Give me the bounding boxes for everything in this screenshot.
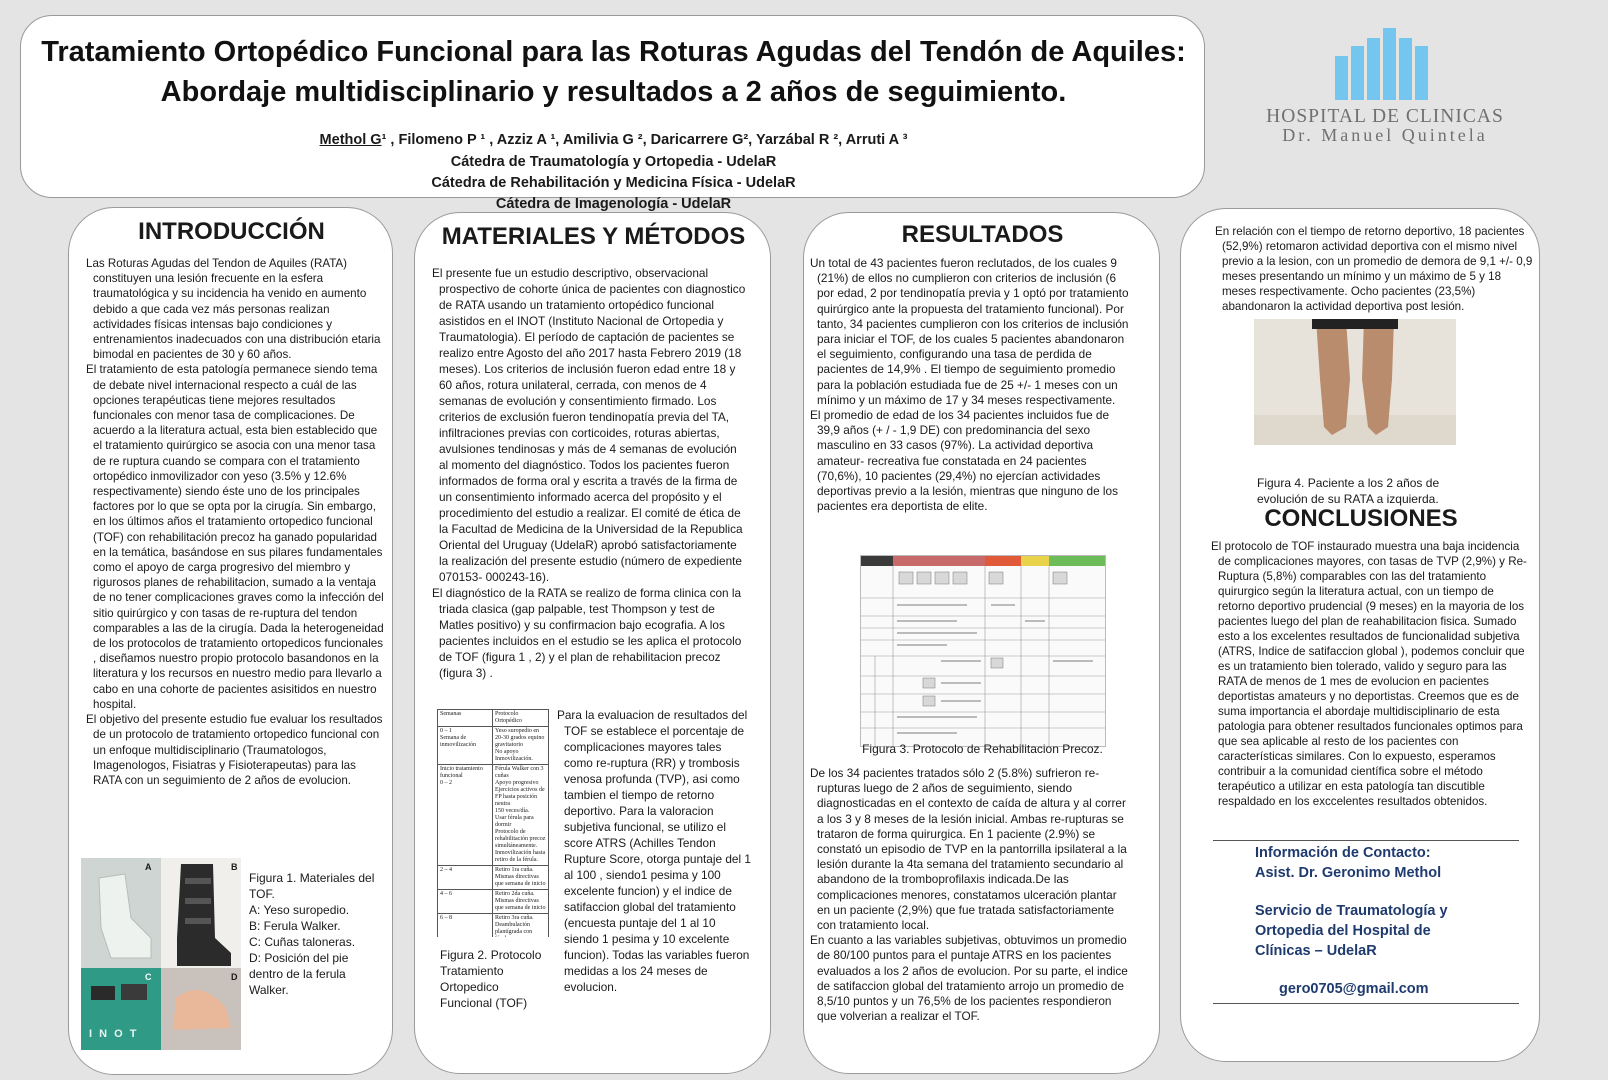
protocol-description-cell: Retiro 3ra cuña. Deambulación plantígrada con — [493, 914, 549, 938]
methods-heading: MATERIALES Y MÉTODOS — [441, 223, 746, 250]
conclusions-text — [1211, 539, 1531, 809]
methods-text — [432, 265, 747, 681]
figure-1-label-a: A — [145, 862, 152, 872]
logo-bars-icon — [1335, 28, 1431, 100]
figure-4-patient-photo — [1254, 319, 1456, 445]
introduction-text — [86, 256, 384, 788]
figure-3-rehabilitation-table — [860, 555, 1106, 747]
introduction-panel — [68, 207, 393, 1075]
protocol-row — [438, 890, 549, 914]
inot-logo-text: I N O T — [89, 1028, 139, 1040]
figure-4-caption: Figura 4. Paciente a los 2 años de evolución de su RATA a izquierda. — [1257, 476, 1440, 506]
contact-divider-top — [1213, 840, 1519, 841]
protocol-row — [438, 727, 549, 765]
protocol-weeks-cell: 2 – 4 — [438, 866, 493, 890]
protocol-weeks-cell: Inicio tratamiento funcional 0 – 2 — [438, 765, 493, 866]
affiliation-3: Cátedra de Imagenología - UdelaR — [495, 196, 732, 212]
service-line-1: Servicio de Traumatología y — [1255, 903, 1448, 919]
protocol-header-protocol: Protocolo Ortopédico — [493, 710, 549, 727]
logo-text-hospital: HOSPITAL DE CLINICAS — [1266, 106, 1504, 127]
figure-1-image — [81, 858, 241, 1050]
evaluation-text — [557, 707, 753, 995]
intro-paragraph-3: El objetivo del presente estudio fue evaluar los resultados de un protocolo de tratamiento ortopedico funcional con un enfoque multidisciplinario (Traumatologos, Imagenologos, Fisiatras y Fisioterapeutas) para las RATA con un seguimiento de 2 años de evolucion. — [86, 713, 383, 787]
methods-panel — [414, 212, 771, 1074]
sport-return-paragraph: En relación con el tiempo de retorno deportivo, 18 pacientes (52,9%) retomaron actividad deportiva con el mismo nivel previo a la lesion, con un promedio de demora de 9,1 +/- 0,9 meses presentando un mínimo y un máximo de 5 y 18 meses respectivamente. Ocho pacientes (23,5%) abandonaron la actividad deportiva post lesión. — [1215, 225, 1533, 313]
protocol-header-weeks: Semanas — [438, 710, 493, 727]
hospital-logo — [1240, 28, 1530, 148]
results-text-bottom — [810, 766, 1132, 1024]
protocol-weeks-cell: 6 – 8 — [438, 914, 493, 938]
figure-1-caption-c: C: Cuñas taloneras. — [249, 935, 356, 949]
contact-email[interactable]: gero0705@gmail.com — [1279, 981, 1429, 997]
results-paragraph-3: De los 34 pacientes tratados sólo 2 (5.8%) sufrieron re-rupturas luego de 2 años de seguimiento, siendo diagnosticadas en el contexto de caída de altura y al correr a los 3 y 8 meses de la lesión inicial. Ambas re-rupturas se trataron de forma quirurgica. En 1 paciente (2.9%) se constató un episodio de TVP en la pantorrilla ipsilateral a la lesión durante la 4ta semana del tratamiento secundario al abandono de la tromboprofilaxis indicada.De las complicaciones menores, constatamos ulceración plantar en un paciente (2,9%) que fue tratada satisfactoriamente con tratamiento local. — [810, 766, 1127, 933]
protocol-row — [438, 765, 549, 866]
sport-return-text — [1215, 224, 1533, 314]
protocol-weeks-cell: 4 – 6 — [438, 890, 493, 914]
contact-title: Información de Contacto: — [1255, 845, 1431, 861]
figure-1-caption-b: B: Ferula Walker. — [249, 919, 341, 933]
contact-divider-bottom — [1213, 1003, 1519, 1004]
results-heading: RESULTADOS — [901, 221, 1064, 248]
results-text-top — [810, 256, 1132, 514]
figure-1-caption — [249, 870, 384, 998]
results-paragraph-1: Un total de 43 pacientes fueron reclutados, de los cuales 9 (21%) de ellos no cumplieron con criterios de inclusión (6 por edad, 2 por tendinopatía previa y 1 optó por tratamiento quirúrgico ante la propuesta del tratamiento funcional). Por tanto, 34 pacientes cumplieron con los criterios de inclusión para iniciar el TOF, de los cuales 5 pacientes abandonaron el seguimiento, configurando una tasa de perdida de pacientes de 14,9% . El tiempo de seguimiento promedio para la población estudiada fue de 25 +/- 1 meses con un mínimo y un máximo de 17 y 34 meses respectivamente. — [810, 256, 1129, 407]
protocol-description-cell: Retiro 2da cuña. Mismas directivas que semana de inicio — [493, 890, 549, 914]
protocol-weeks-cell: 0 – 1 Semana de inmovilización — [438, 727, 493, 765]
poster-header — [20, 15, 1205, 212]
affiliation-1: Cátedra de Traumatología y Ortopedia - UdelaR — [450, 154, 777, 170]
figure-1-label-d: D — [231, 972, 238, 982]
figure-1-label-b: B — [231, 862, 238, 872]
intro-paragraph-2: El tratamiento de esta patología permanece siendo tema de debate nivel internacional respecto a cuál de las opciones terapéuticas tiene mejores resultados funcionales con menor tasa de complicaciones. De acuerdo a la literatura actual, esta bien establecido que el tratamiento quirúrgico se asocia con una menor tasa de re ruptura cuando se compara con el tratamiento ortopédico inmovilizador con yeso (3.5% y 12.6% respectivamente) siendo éste uno de los principales factores por lo que se opta por la cirugía. Sin embargo, en los últimos años el tratamiento ortopedico funcional (TOF) con rehabilitación precoz ha ganado popularidad en la temática, basándose en sus pilares fundamentales como el apoyo de carga progresivo del miembro y rigurosos planes de rehabilitacion, sumado a la ventaja de no tener complicaciones graves como la infección del sitio quirúrgico y con tasas de re-ruptura del tendon comparables a las de la cirugía. Dada la heterogeneidad de los protocolos de tratamiento ortopedicos funcionales , diseñamos nuestro propio protocolo basandonos en la literatura y los recursos en nuestro medio para llevarlo a cabo en una cohorte de pacientes asisitidos en nuestro hospital. — [86, 363, 384, 711]
affiliation-2: Cátedra de Rehabilitación y Medicina Física - UdelaR — [431, 175, 796, 191]
figure-2-protocol-table — [437, 709, 549, 937]
figure-3-caption: Figura 3. Protocolo de Rehabilitacion Precoz. — [862, 742, 1103, 756]
service-line-2: Ortopedia del Hospital de — [1255, 923, 1431, 939]
protocol-description-cell: Férula Walker con 3 cuñas Apoyo progresivo Ejercicios activos de FP hasta posición neutra 150 veces/día. Usar férula para dormir Protocolo de rehabilitación precoz simultáneamente. Inmovilización hasta retiro de la férula. — [493, 765, 549, 866]
contact-name: Asist. Dr. Geronimo Methol — [1255, 865, 1442, 881]
lead-author: Methol G — [319, 132, 382, 148]
intro-paragraph-1: Las Roturas Agudas del Tendon de Aquiles (RATA) constituyen una lesión frecuente en la esfera traumatológica y su incidencia ha venido en aumento debido a que cada vez más personas realizan actividades físicas intensas bajo condiciones y entrenamientos inadecuados con una distribución etaria bimodal en pacientes de 30 y 60 años. — [86, 257, 381, 362]
protocol-row — [438, 914, 549, 938]
introduction-heading: INTRODUCCIÓN — [138, 218, 325, 245]
protocol-description-cell: Retiro 1ra cuña. Mismas directivas que semana de inicio — [493, 866, 549, 890]
conclusions-panel — [1180, 208, 1540, 1062]
figure-1-caption-d: D: Posición del pie dentro de la ferula Walker. — [249, 951, 349, 997]
poster-title-line-2: Abordaje multidisciplinario y resultados a 2 años de seguimiento. — [160, 76, 1067, 108]
protocol-row — [438, 866, 549, 890]
evaluation-paragraph: Para la evaluacion de resultados del TOF se establece el porcentaje de complicaciones mayores tales como re-ruptura (RR) y trombosis venosa profunda (TVP), asi como tambien el tiempo de retorno deportivo. Para la valoracion subjetiva funcional, se utilizo el score ATRS (Achilles Tendon Rupture Score, otorga puntaje del 1 al 100 , siendo1 pesima y 100 excelente funcion) y el indice de satifaccion global del tratamiento (encuesta puntaje del 1 al 10 siendo 1 pesima y 10 excelente funcion). Todas las variables fueron medidas a los 24 meses de evolucion. — [557, 708, 751, 994]
conclusions-paragraph: El protocolo de TOF instaurado muestra una baja incidencia de complicaciones mayores, con tasas de TVP (2,9%) y Re-Ruptura (5,8%) comparables con las del tratamiento quirurgico según la literatura actual, con un tiempo de retorno deportivo prudencial (9 meses) en la mayoria de los pacientes luego del plan de reahabilitacion fisica. Sumado esto a los excelentes resultados de funcionalidad subjetiva (ATRS, Indice de satifaccion global ), podemos concluir que es un tratamiento bien tolerado, valido y seguro para las RATA de menos de 1 mes de evolucion en pacientes deportistas amateurs y no deportistas. Creemos que es de suma importancia el abordaje multidisciplinario de esta patologia para obtener resultados funcionales optimos para que sea aplicable al resto de los pacientes con características similares. Con lo expuesto, esperamos contribuir a la comunidad científica sobre el método terapéutico a utilizar en esta patología tan discutible respaldado en los exccelentes resultados obtenidos. — [1211, 540, 1527, 808]
results-paragraph-2: El promedio de edad de los 34 pacientes incluidos fue de 39,9 años (+ / - 1,9 DE) con predominancia del sexo masculino en 33 casos (97%). La actividad deportiva amateur- recreativa fue constatada en 24 pacientes (70,6%), 10 pacientes (29,4%) no ejercían actividades deportivas previo a la lesión, mientras que ninguno de los pacientes era deportista de elite. — [810, 408, 1119, 514]
figure-1-caption-a: A: Yeso suropedio. — [249, 903, 350, 917]
co-authors: ¹ , Filomeno P ¹ , Azziz A ¹, Amilivia G ², Daricarrere G², Yarzábal R ², Arruti A ³ — [381, 132, 908, 148]
protocol-table — [437, 709, 549, 937]
results-panel — [803, 212, 1160, 1074]
figure-1-label-c: C — [145, 972, 152, 982]
protocol-description-cell: Yeso suropedio en 20-30 grados equino gravitatorio No apoyo Inmovilización. — [493, 727, 549, 765]
service-line-3: Clínicas – UdelaR — [1255, 943, 1377, 959]
results-paragraph-4: En cuanto a las variables subjetivas, obtuvimos un promedio de 80/100 puntos para el puntaje ATRS en los pacientes evaluados a los 2 años de evolucion. Por su parte, el indice de satifaccion global del tratamiento arrojo un promedio de 8,5/10 puntos y un 76,5% de los pacientes respondieron que volverian a realizar el TOF. — [810, 933, 1128, 1024]
logo-text-name: Dr. Manuel Quintela — [1282, 125, 1488, 145]
figure-2-caption: Figura 2. Protocolo Tratamiento Ortopedico Funcional (TOF) — [440, 948, 542, 1010]
poster-title-line-1: Tratamiento Ortopédico Funcional para las Roturas Agudas del Tendón de Aquiles: — [41, 36, 1186, 68]
author-list — [21, 132, 1206, 148]
conclusions-heading: CONCLUSIONES — [1264, 505, 1458, 532]
figure-1-caption-title: Figura 1. Materiales del TOF. — [249, 871, 375, 901]
methods-paragraph-1: El presente fue un estudio descriptivo, observacional prospectivo de cohorte única de pacientes con diagnostico de RATA usando un tratamiento ortopédico funcional asistidos en el INOT (Instituto Nacional de Ortopedia y Traumatologia). El período de captación de pacientes se realizo entre Agosto del año 2017 hasta Febrero 2019 (18 meses). Los criterios de inclusión fueron edad entre 18 y 60 años, rotura unilateral, cerrada, con menos de 4 semanas de evolución y consentimiento firmado. Los criterios de exclusión fueron tendinopatía previa del TA, infiltraciones previas con corticoides, roturas abiertas, avulsiones tendinosas y más de 4 semanas de evolución al momento del diagnóstico. Todos los pacientes fueron informados de forma oral y escrita a través de la firma de un consentimiento informado acerca del propósito y el procedimiento del estudio a realizar. El comité de ética de la Facultad de Medicina de la Universidad de la Republica Oriental del Uruguay (UdelaR) aprobó satisfactoriamente la realización del presente estudio (número de expediente 070153- 000243-16). — [432, 266, 746, 584]
methods-paragraph-2: El diagnóstico de la RATA se realizo de forma clinica con la triada clasica (gap palpable, test Thompson y test de Matles positivo) y su confirmacion bajo ecografia. A los pacientes incluidos en el estudio se les aplica el protocolo de TOF (figura 1 , 2) y el plan de rehabilitacion precoz (figura 3) . — [432, 586, 742, 680]
